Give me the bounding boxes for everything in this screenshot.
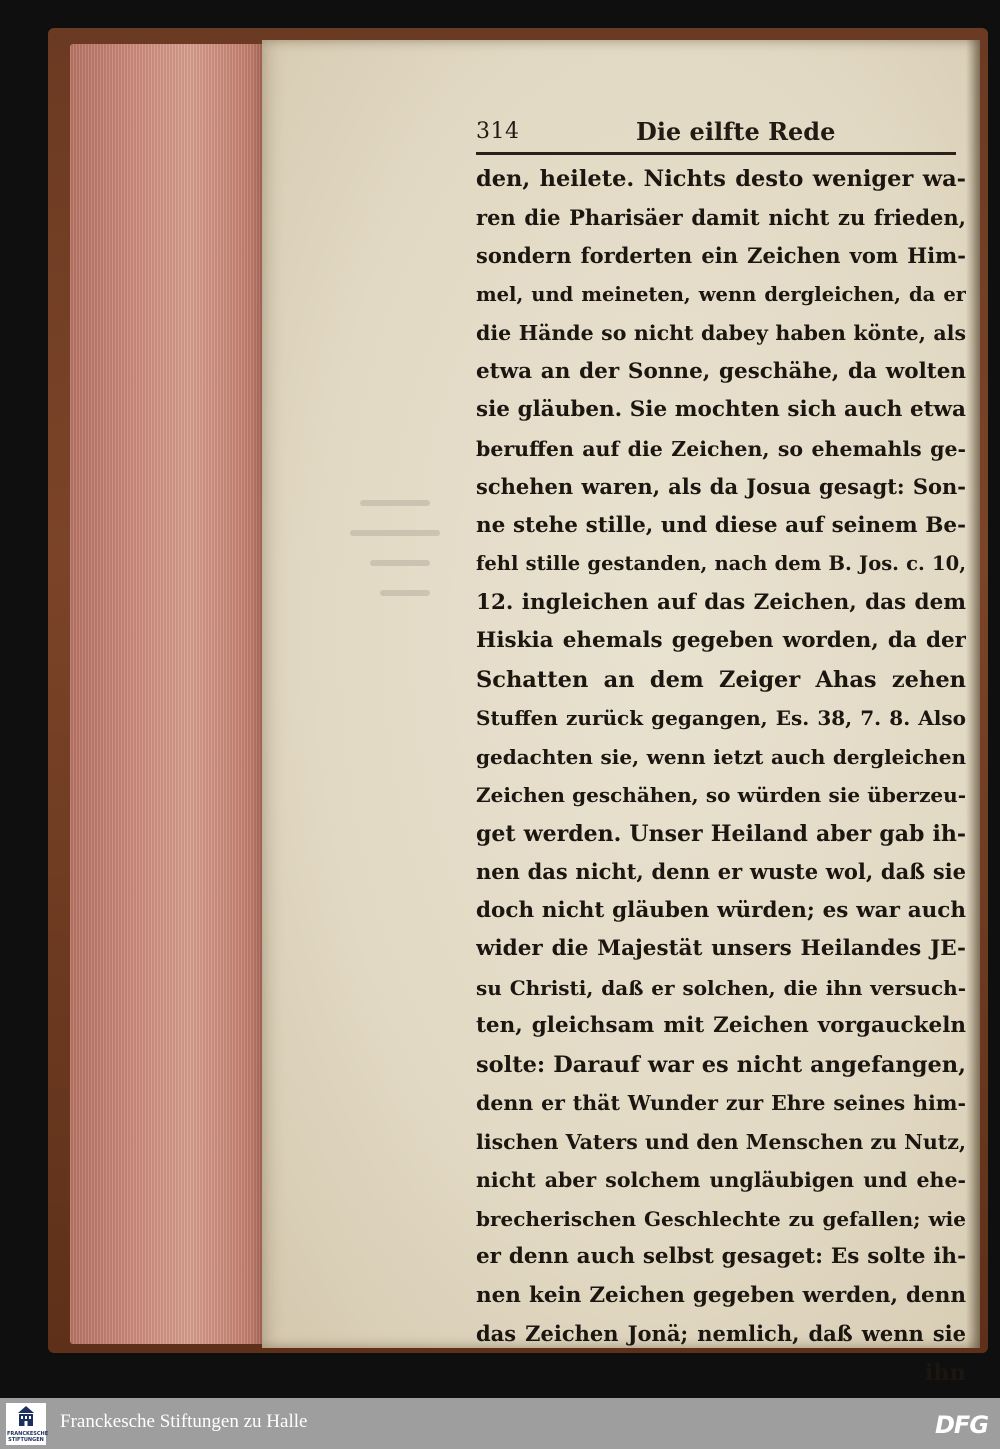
body-text — [476, 160, 966, 1392]
text-line: su Christi, daß er solchen, die ihn versuch- — [476, 975, 966, 1000]
text-line: ren die Pharisäer damit nicht zu frieden, — [476, 204, 966, 230]
bleed-through-texture — [350, 480, 490, 620]
text-line: sie gläuben. Sie mochten sich auch etwa — [476, 397, 966, 422]
text-line: etwa an der Sonne, geschähe, da wolten — [476, 358, 966, 384]
text-line: er denn auch selbst gesaget: Es solte ih- — [476, 1244, 966, 1269]
building-icon — [18, 1406, 34, 1428]
text-line: ne stehe stille, und diese auf seinem Be- — [476, 512, 966, 538]
viewer-footer — [0, 1398, 1000, 1449]
institution-name[interactable]: Franckesche Stiftungen zu Halle — [60, 1411, 308, 1432]
text-line: nen das nicht, denn er wuste wol, daß sie — [476, 859, 966, 884]
page-number: 314 — [476, 119, 520, 144]
text-line: Zeichen geschähen, so würden sie überzeu- — [476, 783, 966, 807]
running-title: Die eilfte Rede — [636, 117, 836, 146]
running-head — [476, 117, 946, 151]
text-line: Stuffen zurück gegangen, Es. 38, 7. 8. Also — [476, 706, 966, 730]
text-line: solte: Darauf war es nicht angefangen, — [476, 1051, 966, 1078]
text-line: doch nicht gläuben würden; es war auch — [476, 897, 966, 923]
gutter-shadow — [966, 40, 980, 1348]
text-line: ihn — [924, 1359, 966, 1386]
text-line: lischen Vaters und den Menschen zu Nutz, — [476, 1129, 966, 1154]
logo-text: FRANCKESCHE STIFTUNGEN — [7, 1431, 49, 1443]
text-line: den, heilete. Nichts desto weniger wa- — [476, 166, 966, 192]
text-line: get werden. Unser Heiland aber gab ih- — [476, 820, 966, 847]
text-line: schehen waren, als da Josua gesagt: Son- — [476, 474, 966, 499]
dfg-logo[interactable]: DFG — [935, 1411, 989, 1439]
text-line: die Hände so nicht dabey haben könte, als — [476, 321, 966, 345]
text-line: mel, und meineten, wenn dergleichen, da er — [476, 282, 966, 306]
text-line: Hiskia ehemals gegeben worden, da der — [476, 628, 966, 653]
page-edges — [70, 44, 270, 1344]
book-page — [262, 40, 980, 1386]
text-line: sondern forderten ein Zeichen vom Him- — [476, 243, 966, 268]
text-line: das Zeichen Jonä; nemlich, daß wenn sie — [476, 1321, 966, 1346]
text-line: nen kein Zeichen gegeben werden, denn — [476, 1282, 966, 1308]
text-line: brecherischen Geschlechte zu gefallen; wie — [476, 1206, 966, 1231]
text-line: wider die Majestät unsers Heilandes JE- — [476, 936, 966, 961]
text-line: gedachten sie, wenn ietzt auch dergleichen — [476, 744, 966, 769]
text-line: ten, gleichsam mit Zeichen vorgauckeln — [476, 1013, 966, 1038]
text-line: denn er thät Wunder zur Ehre seines him- — [476, 1091, 966, 1115]
text-line: nicht aber solchem ungläubigen und ehe- — [476, 1168, 966, 1192]
text-line: Schatten an dem Zeiger Ahas zehen — [476, 666, 966, 693]
text-line: 12. ingleichen auf das Zeichen, das dem — [476, 589, 966, 615]
institution-logo — [6, 1403, 49, 1445]
text-line: beruffen auf die Zeichen, so ehemahls ge- — [476, 436, 966, 461]
text-line: fehl stille gestanden, nach dem B. Jos. c. 10, — [476, 552, 966, 575]
header-rule — [476, 152, 956, 155]
